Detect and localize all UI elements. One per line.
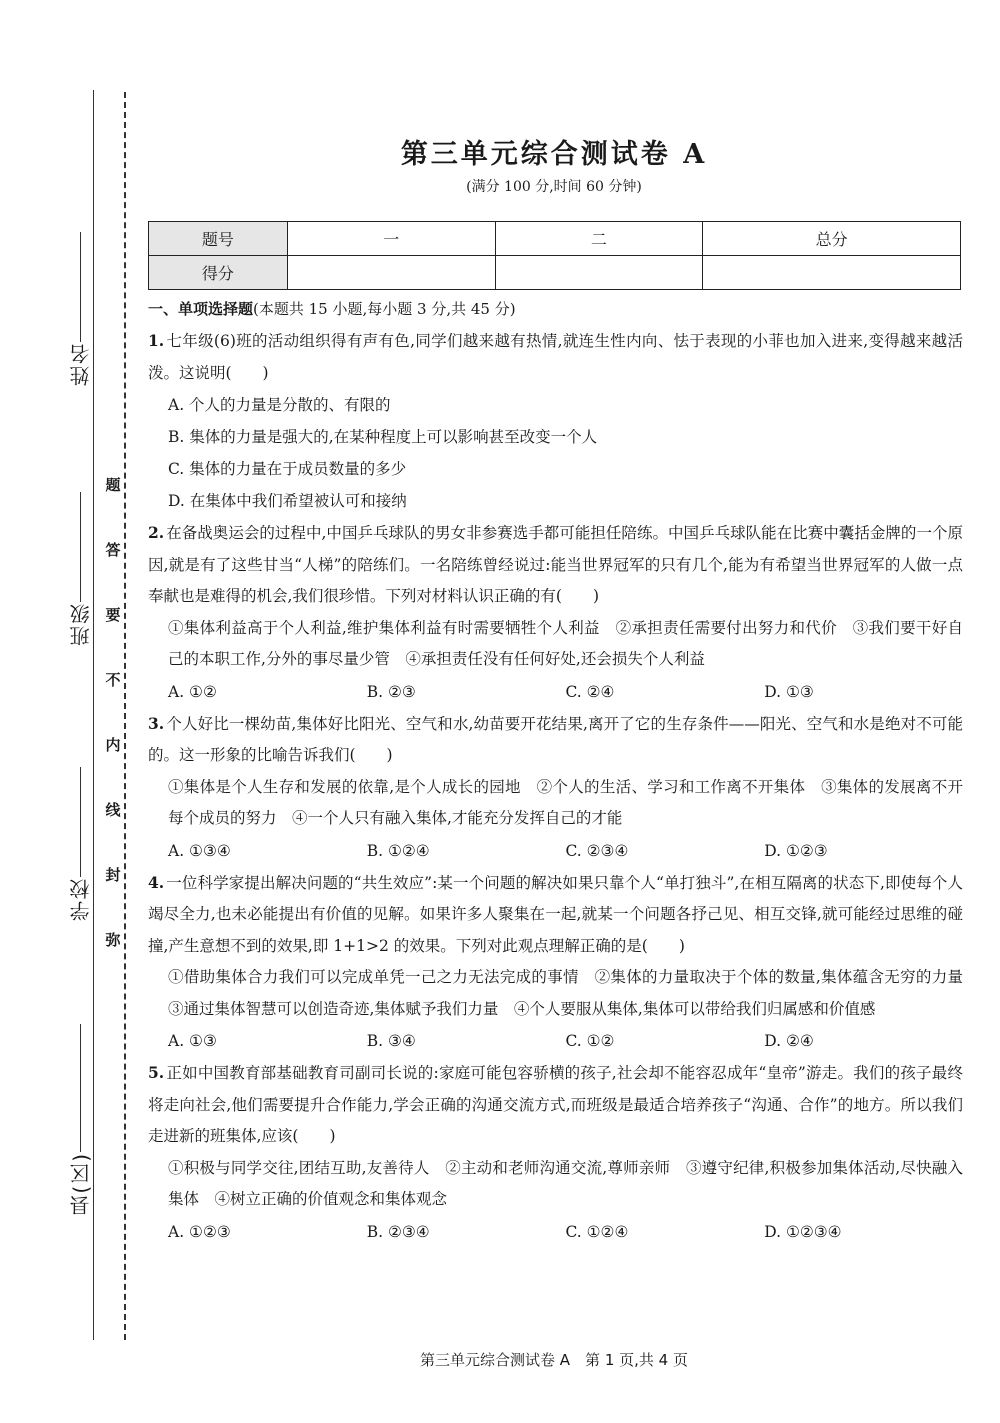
question-number: 3. <box>148 713 165 733</box>
question-text: 个人好比一棵幼苗,集体好比阳光、空气和水,幼苗要开花结果,离开了它的生存条件——阳光、空气和水是绝对不可能的。这一形象的比喻告诉我们( ) <box>148 714 963 764</box>
warning-char: 封 <box>105 866 121 884</box>
county-field[interactable] <box>60 1020 100 1216</box>
question-statements: ①积极与同学交往,团结互助,友善待人 ②主动和老师沟通交流,尊师亲师 ③遵守纪律,积极参加集体活动,尽快融入集体 ④树立正确的价值观念和集体观念 <box>168 1158 963 1208</box>
warning-char: 内 <box>105 736 121 754</box>
score-header-cell: 一 <box>287 222 495 256</box>
page-title: 第三单元综合测试卷 A <box>400 139 708 170</box>
option-a[interactable]: A. ①②③ <box>168 1222 231 1241</box>
question-stem <box>148 1057 963 1153</box>
question-stem <box>148 517 963 613</box>
option-d[interactable]: D. ①③ <box>764 682 814 701</box>
question-number: 1. <box>148 331 165 350</box>
county-blank[interactable] <box>80 1024 81 1152</box>
option-a[interactable]: A. ①② <box>168 682 217 701</box>
question-statements: ①集体利益高于个人利益,维护集体利益有时需要牺牲个人利益 ②承担责任需要付出努力和代价 ③我们要干好自己的本职工作,分外的事尽量少管 ④承担责任没有任何好处,还会损失个人利益 <box>168 618 963 668</box>
question-text: 一位科学家提出解决问题的“共生效应”:某一个问题的解决如果只靠个人“单打独斗”,在相互隔离的状态下,即使每个人竭尽全力,也未必能提出有价值的见解。如果许多人聚集在一起,就某一个问题各抒己见、相互交锋,就可能经过思维的碰撞,产生意想不到的效果,即 1+1>2 的效果。下列对此观点理解正确的是( ) <box>148 873 963 955</box>
binding-dashed-line <box>124 92 126 1340</box>
question-list <box>148 297 979 1248</box>
page-subtitle: (满分 100 分,时间 60 分钟) <box>466 179 642 195</box>
question-text: 在备战奥运会的过程中,中国乒乓球队的男女非参赛选手都可能担任陪练。中国乒乓球队能在比赛中囊括金牌的一个原因,就是有了这些甘当“人梯”的陪练们。一名陪练曾经说过:能当世界冠军的只有几个,能为有希望当世界冠军的人做一点奉献也是难得的机会,我们很珍惜。下列对材料认识正确的有( ) <box>148 524 963 605</box>
option-b[interactable]: B. ②③ <box>366 682 416 701</box>
question-4 <box>148 867 979 1058</box>
option-b[interactable]: B. ②③④ <box>366 1222 430 1241</box>
score-cell[interactable] <box>495 256 703 290</box>
class-blank[interactable] <box>80 492 81 602</box>
warning-char: 要 <box>105 606 121 624</box>
question-text: 正如中国教育部基础教育司副司长说的:家庭可能包容骄横的孩子,社会却不能容忍成年“皇帝”游走。我们的孩子最终将走向社会,他们需要提升合作能力,学会正确的沟通交流方式,而班级是最适合培养孩子“沟通、合作”的地方。所以我们走进新的班集体,应该( ) <box>148 1064 963 1145</box>
class-field[interactable] <box>60 488 100 646</box>
question-2 <box>148 517 963 708</box>
option-a[interactable]: A. ①③④ <box>168 841 231 860</box>
score-header-cell: 总分 <box>703 222 961 256</box>
class-label: 班级 <box>68 602 93 646</box>
score-cell[interactable] <box>703 256 961 290</box>
option-row <box>148 1025 963 1057</box>
question-number: 5. <box>148 1063 165 1082</box>
question-statements: ①集体是个人生存和发展的依靠,是个人成长的园地 ②个人的生活、学习和工作离不开集体 ③集体的发展离不开每个成员的努力 ④一个人只有融入集体,才能充分发挥自己的才能 <box>168 777 963 827</box>
score-cell[interactable] <box>287 256 495 290</box>
option-b[interactable]: B. ③④ <box>366 1032 416 1050</box>
option-b[interactable]: B. 集体的力量是强大的,在某种程度上可以影响甚至改变一个人 <box>168 428 598 446</box>
option-row <box>148 676 963 708</box>
school-field[interactable] <box>60 763 100 921</box>
page-footer: 第三单元综合测试卷 A 第 1 页,共 4 页 <box>420 1351 688 1369</box>
question-stem <box>148 708 963 772</box>
option-a[interactable]: A. ①③ <box>168 1032 217 1050</box>
question-1 <box>148 325 963 517</box>
option-d[interactable]: D. ①②③ <box>764 841 828 860</box>
question-stem <box>148 325 963 389</box>
name-blank[interactable] <box>80 232 81 342</box>
option-d[interactable]: D. ②④ <box>764 1032 814 1050</box>
question-number: 4. <box>148 872 165 892</box>
warning-char: 题 <box>105 476 121 494</box>
county-label: 县(区) <box>68 1152 93 1216</box>
option-c[interactable]: C. ①② <box>565 1032 615 1050</box>
question-number: 2. <box>148 523 165 542</box>
question-5 <box>148 1057 963 1248</box>
option-row <box>148 835 963 867</box>
score-row-label: 得分 <box>149 256 288 290</box>
binding-warning <box>103 475 123 995</box>
score-table-score-row <box>149 256 961 290</box>
option-c[interactable]: C. 集体的力量在于成员数量的多少 <box>168 460 407 478</box>
section-title: 一、单项选择题 <box>148 300 254 318</box>
warning-char: 线 <box>105 801 121 819</box>
option-d[interactable]: D. 在集体中我们希望被认可和接纳 <box>168 492 407 510</box>
option-c[interactable]: C. ①②④ <box>565 1222 629 1241</box>
option-a[interactable]: A. 个人的力量是分散的、有限的 <box>168 396 391 414</box>
score-table-header-row <box>149 222 961 256</box>
section-note: (本题共 15 小题,每小题 3 分,共 45 分) <box>253 300 516 318</box>
score-table <box>148 221 961 290</box>
name-field[interactable] <box>60 228 100 386</box>
name-label: 姓名 <box>68 342 93 386</box>
warning-char: 答 <box>105 541 121 559</box>
warning-char: 不 <box>105 671 121 689</box>
warning-char: 弥 <box>105 931 121 949</box>
score-header-cell: 二 <box>495 222 703 256</box>
question-3 <box>148 708 963 867</box>
score-header-cell: 题号 <box>149 222 288 256</box>
school-blank[interactable] <box>80 767 81 877</box>
option-b[interactable]: B. ①②④ <box>366 841 430 860</box>
question-stem <box>148 867 963 963</box>
option-d[interactable]: D. ①②③④ <box>764 1222 842 1241</box>
question-text: 七年级(6)班的活动组织得有声有色,同学们越来越有热情,就连生性内向、怯于表现的小菲也加入进来,变得越来越活泼。这说明( ) <box>148 332 963 382</box>
section-heading <box>148 297 963 321</box>
question-statements: ①借助集体合力我们可以完成单凭一己之力无法完成的事情 ②集体的力量取决于个体的数量,集体蕴含无穷的力量 ③通过集体智慧可以创造奇迹,集体赋予我们力量 ④个人要服从集体,集体可以带给我们归属感和价值感 <box>168 968 979 1018</box>
option-c[interactable]: C. ②④ <box>565 682 615 701</box>
option-c[interactable]: C. ②③④ <box>565 841 629 860</box>
option-row <box>148 1216 963 1248</box>
school-label: 学校 <box>68 877 93 921</box>
